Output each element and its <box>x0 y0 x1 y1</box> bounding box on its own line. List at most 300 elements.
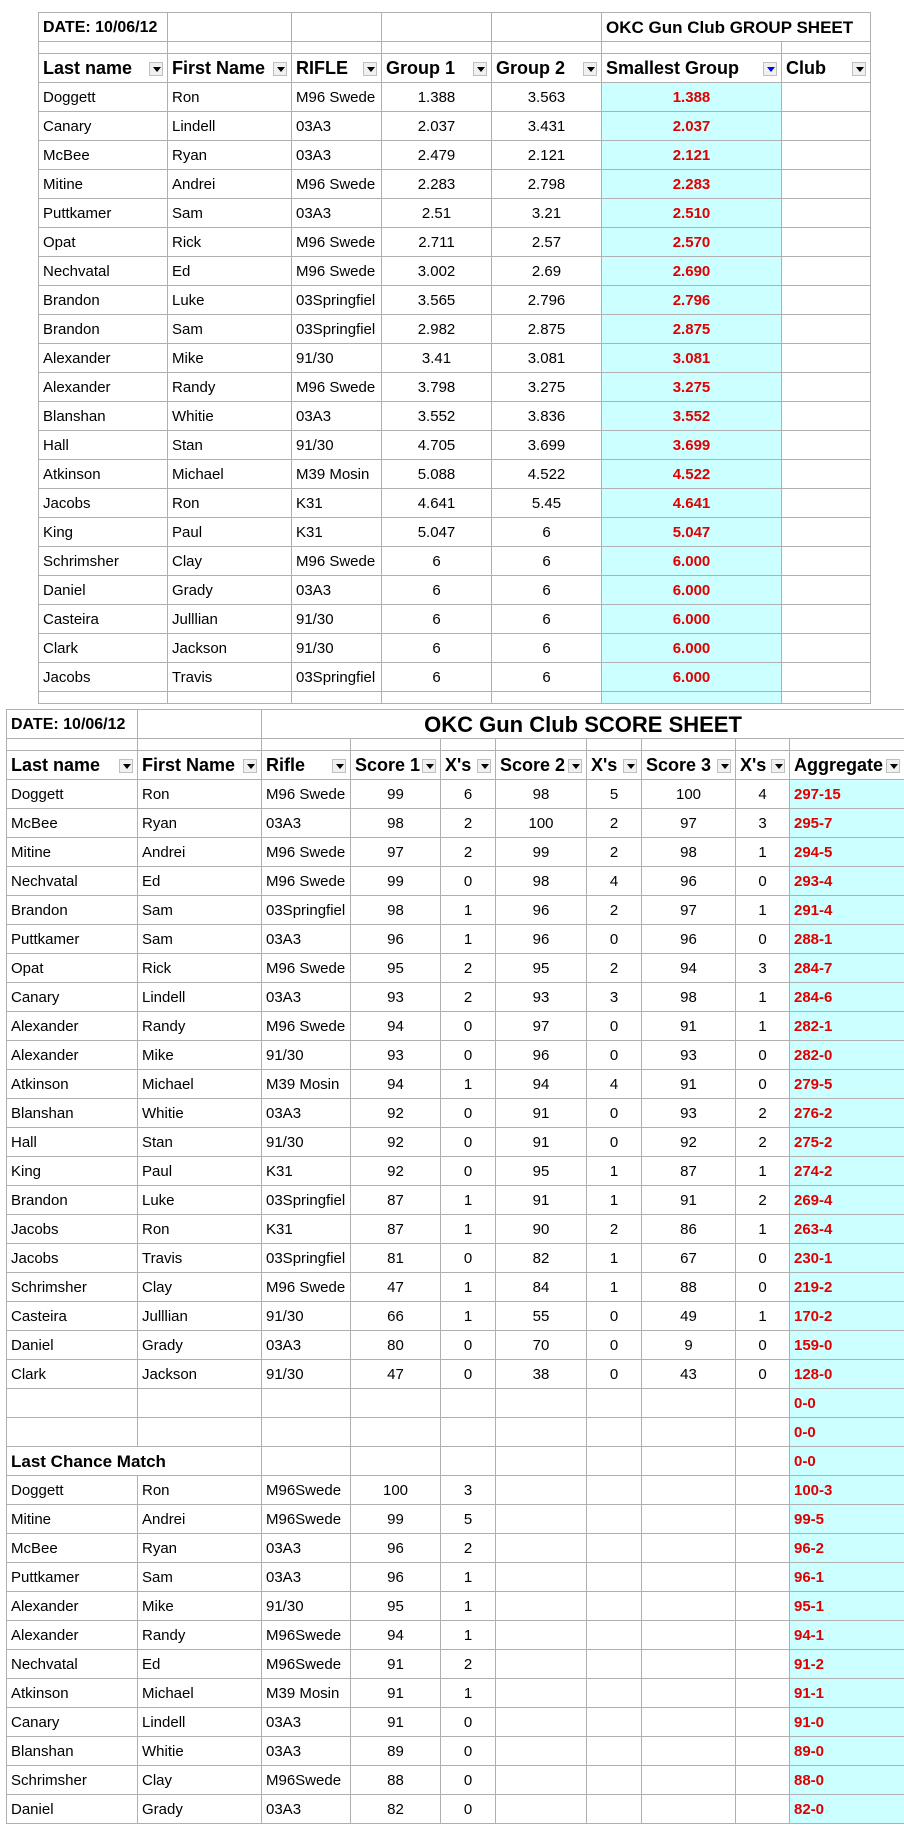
group-cell[interactable]: Jacobs <box>39 663 168 692</box>
score-cell[interactable] <box>587 1708 642 1737</box>
group-cell[interactable]: Sam <box>168 199 292 228</box>
score-cell[interactable]: 38 <box>496 1360 587 1389</box>
group-header-cell[interactable] <box>292 54 382 83</box>
group-cell[interactable]: 4.522 <box>602 460 782 489</box>
score-cell[interactable]: 91 <box>496 1128 587 1157</box>
group-cell[interactable]: 4.641 <box>382 489 492 518</box>
score-cell[interactable]: 2 <box>587 809 642 838</box>
score-cell[interactable]: 2 <box>441 954 496 983</box>
group-cell[interactable]: M96 Swede <box>292 547 382 576</box>
score-cell[interactable]: Canary <box>7 1708 138 1737</box>
group-cell[interactable]: 3.836 <box>492 402 602 431</box>
group-cell[interactable]: 5.45 <box>492 489 602 518</box>
group-cell[interactable]: 91/30 <box>292 344 382 373</box>
score-cell[interactable]: 0 <box>736 1070 790 1099</box>
group-cell[interactable]: Alexander <box>39 373 168 402</box>
score-cell[interactable]: 55 <box>496 1302 587 1331</box>
score-cell[interactable]: 93 <box>642 1099 736 1128</box>
group-cell[interactable]: Opat <box>39 228 168 257</box>
score-cell[interactable]: 91-1 <box>790 1679 904 1708</box>
group-header-cell[interactable] <box>39 54 168 83</box>
group-cell[interactable] <box>782 663 871 692</box>
group-cell[interactable]: 3.565 <box>382 286 492 315</box>
score-cell[interactable]: 47 <box>351 1360 441 1389</box>
score-cell[interactable]: Lindell <box>138 1708 262 1737</box>
score-cell[interactable] <box>642 1621 736 1650</box>
score-cell[interactable]: 263-4 <box>790 1215 904 1244</box>
group-cell[interactable]: 6.000 <box>602 547 782 576</box>
score-cell[interactable]: 99 <box>351 780 441 809</box>
score-cell[interactable]: 1 <box>587 1186 642 1215</box>
score-cell[interactable]: 88 <box>351 1766 441 1795</box>
score-cell[interactable] <box>736 1389 790 1418</box>
score-cell[interactable] <box>736 1766 790 1795</box>
score-cell[interactable] <box>736 1592 790 1621</box>
group-cell[interactable]: 2.690 <box>602 257 782 286</box>
group-cell[interactable]: 91/30 <box>292 431 382 460</box>
filter-dropdown-icon[interactable] <box>852 62 866 76</box>
group-cell[interactable]: M96 Swede <box>292 257 382 286</box>
group-cell[interactable]: 03Springfiel <box>292 315 382 344</box>
score-cell[interactable]: 88-0 <box>790 1766 904 1795</box>
score-cell[interactable]: 0 <box>441 1737 496 1766</box>
group-cell[interactable]: Mike <box>168 344 292 373</box>
group-cell[interactable]: 91/30 <box>292 634 382 663</box>
group-cell[interactable]: 5.047 <box>602 518 782 547</box>
group-cell[interactable]: King <box>39 518 168 547</box>
score-cell[interactable]: 284-7 <box>790 954 904 983</box>
score-cell[interactable]: 91 <box>351 1650 441 1679</box>
score-cell[interactable]: Ed <box>138 867 262 896</box>
score-cell[interactable]: 03A3 <box>262 1708 351 1737</box>
score-cell[interactable]: 2 <box>736 1128 790 1157</box>
score-cell[interactable]: 97 <box>351 838 441 867</box>
group-cell[interactable]: 03A3 <box>292 199 382 228</box>
group-cell[interactable]: Blanshan <box>39 402 168 431</box>
score-cell[interactable]: K31 <box>262 1215 351 1244</box>
filter-dropdown-icon[interactable] <box>623 759 637 773</box>
score-cell[interactable]: 0 <box>587 1012 642 1041</box>
score-cell[interactable]: Brandon <box>7 1186 138 1215</box>
score-cell[interactable] <box>736 1795 790 1824</box>
group-cell[interactable]: 3.798 <box>382 373 492 402</box>
score-cell[interactable]: 49 <box>642 1302 736 1331</box>
score-cell[interactable] <box>587 1505 642 1534</box>
group-cell[interactable]: 2.510 <box>602 199 782 228</box>
score-cell[interactable]: Nechvatal <box>7 1650 138 1679</box>
score-cell[interactable]: Grady <box>138 1331 262 1360</box>
score-cell[interactable]: Blanshan <box>7 1099 138 1128</box>
group-cell[interactable] <box>782 402 871 431</box>
group-cell[interactable]: 2.798 <box>492 170 602 199</box>
group-cell[interactable]: 2.982 <box>382 315 492 344</box>
score-cell[interactable] <box>642 1795 736 1824</box>
score-cell[interactable]: M96 Swede <box>262 867 351 896</box>
score-cell[interactable]: Doggett <box>7 780 138 809</box>
group-cell[interactable] <box>782 199 871 228</box>
score-cell[interactable]: 03Springfiel <box>262 1244 351 1273</box>
score-cell[interactable]: 1 <box>441 1592 496 1621</box>
score-cell[interactable] <box>138 1389 262 1418</box>
score-cell[interactable]: 98 <box>496 867 587 896</box>
group-cell[interactable]: 03Springfiel <box>292 286 382 315</box>
score-cell[interactable]: 2 <box>736 1099 790 1128</box>
score-cell[interactable]: Opat <box>7 954 138 983</box>
score-cell[interactable] <box>587 1621 642 1650</box>
score-cell[interactable]: 96-2 <box>790 1534 904 1563</box>
score-cell[interactable]: 0 <box>441 1244 496 1273</box>
group-cell[interactable]: 6 <box>492 547 602 576</box>
score-cell[interactable] <box>587 1476 642 1505</box>
score-cell[interactable] <box>496 1621 587 1650</box>
score-header-cell[interactable] <box>351 751 441 780</box>
score-cell[interactable]: 0 <box>441 1360 496 1389</box>
score-header-cell[interactable] <box>496 751 587 780</box>
filter-dropdown-icon[interactable] <box>119 759 133 773</box>
group-cell[interactable]: Clay <box>168 547 292 576</box>
group-cell[interactable]: 6 <box>382 547 492 576</box>
score-cell[interactable]: Casteira <box>7 1302 138 1331</box>
score-cell[interactable]: Brandon <box>7 896 138 925</box>
group-cell[interactable]: 2.283 <box>382 170 492 199</box>
score-cell[interactable]: Lindell <box>138 983 262 1012</box>
score-cell[interactable]: 1 <box>441 1302 496 1331</box>
score-cell[interactable]: 0 <box>441 1012 496 1041</box>
score-cell[interactable] <box>496 1418 587 1447</box>
score-cell[interactable]: Randy <box>138 1621 262 1650</box>
score-cell[interactable]: 03A3 <box>262 983 351 1012</box>
score-cell[interactable]: Randy <box>138 1012 262 1041</box>
score-cell[interactable]: M39 Mosin <box>262 1679 351 1708</box>
score-cell[interactable]: 230-1 <box>790 1244 904 1273</box>
group-cell[interactable]: 1.388 <box>382 83 492 112</box>
score-cell[interactable]: 95 <box>351 1592 441 1621</box>
score-cell[interactable]: Alexander <box>7 1012 138 1041</box>
group-cell[interactable]: 2.875 <box>602 315 782 344</box>
score-cell[interactable]: 99-5 <box>790 1505 904 1534</box>
score-cell[interactable]: Ryan <box>138 1534 262 1563</box>
score-cell[interactable]: King <box>7 1157 138 1186</box>
score-cell[interactable]: 96 <box>496 1041 587 1070</box>
score-cell[interactable] <box>736 1418 790 1447</box>
score-cell[interactable]: 288-1 <box>790 925 904 954</box>
group-cell[interactable]: 2.037 <box>382 112 492 141</box>
score-cell[interactable]: 1 <box>736 1012 790 1041</box>
group-cell[interactable]: Travis <box>168 663 292 692</box>
score-cell[interactable]: 3 <box>441 1476 496 1505</box>
score-cell[interactable]: 94-1 <box>790 1621 904 1650</box>
score-cell[interactable]: Daniel <box>7 1331 138 1360</box>
score-cell[interactable]: 0 <box>736 1244 790 1273</box>
group-cell[interactable] <box>782 83 871 112</box>
score-cell[interactable] <box>496 1679 587 1708</box>
score-cell[interactable]: 97 <box>642 896 736 925</box>
score-cell[interactable]: 1 <box>736 1157 790 1186</box>
group-cell[interactable]: 6.000 <box>602 663 782 692</box>
group-cell[interactable]: Nechvatal <box>39 257 168 286</box>
group-header-cell[interactable] <box>492 54 602 83</box>
group-cell[interactable]: Atkinson <box>39 460 168 489</box>
group-cell[interactable]: 2.037 <box>602 112 782 141</box>
score-cell[interactable]: 2 <box>441 809 496 838</box>
score-cell[interactable]: M96 Swede <box>262 954 351 983</box>
group-cell[interactable]: Mitine <box>39 170 168 199</box>
score-cell[interactable]: 0-0 <box>790 1389 904 1418</box>
group-cell[interactable]: 6 <box>382 634 492 663</box>
score-cell[interactable]: 0 <box>441 1708 496 1737</box>
score-cell[interactable]: Michael <box>138 1679 262 1708</box>
score-cell[interactable] <box>642 1679 736 1708</box>
score-cell[interactable]: 100 <box>496 809 587 838</box>
group-cell[interactable]: 6 <box>492 576 602 605</box>
score-header-cell[interactable] <box>790 751 904 780</box>
score-cell[interactable]: 89 <box>351 1737 441 1766</box>
score-cell[interactable]: 03A3 <box>262 1534 351 1563</box>
score-cell[interactable] <box>587 1795 642 1824</box>
score-cell[interactable]: 96-1 <box>790 1563 904 1592</box>
score-cell[interactable]: 0 <box>441 1157 496 1186</box>
group-cell[interactable]: 5.047 <box>382 518 492 547</box>
score-cell[interactable]: 0 <box>441 1099 496 1128</box>
score-cell[interactable] <box>496 1505 587 1534</box>
score-cell[interactable] <box>736 1679 790 1708</box>
group-cell[interactable]: 2.121 <box>492 141 602 170</box>
score-cell[interactable] <box>736 1621 790 1650</box>
score-cell[interactable]: 87 <box>351 1215 441 1244</box>
group-cell[interactable]: M96 Swede <box>292 373 382 402</box>
group-cell[interactable]: Ryan <box>168 141 292 170</box>
score-cell[interactable]: 0 <box>587 1331 642 1360</box>
score-cell[interactable]: Ryan <box>138 809 262 838</box>
score-cell[interactable]: 0 <box>736 1331 790 1360</box>
group-header-cell[interactable] <box>382 54 492 83</box>
group-cell[interactable]: Brandon <box>39 286 168 315</box>
score-cell[interactable] <box>138 1418 262 1447</box>
group-cell[interactable]: Whitie <box>168 402 292 431</box>
score-cell[interactable]: 159-0 <box>790 1331 904 1360</box>
score-cell[interactable]: 3 <box>736 809 790 838</box>
score-cell[interactable]: 91 <box>642 1070 736 1099</box>
score-cell[interactable]: 82 <box>351 1795 441 1824</box>
score-cell[interactable] <box>587 1737 642 1766</box>
score-cell[interactable]: 1 <box>441 925 496 954</box>
score-cell[interactable]: 98 <box>642 838 736 867</box>
score-cell[interactable]: 2 <box>441 1534 496 1563</box>
score-cell[interactable]: 5 <box>587 780 642 809</box>
group-header-cell[interactable] <box>782 54 871 83</box>
score-cell[interactable]: 9 <box>642 1331 736 1360</box>
group-cell[interactable] <box>782 489 871 518</box>
group-cell[interactable]: 3.552 <box>382 402 492 431</box>
score-cell[interactable]: 03A3 <box>262 1331 351 1360</box>
group-cell[interactable]: 6 <box>382 663 492 692</box>
score-cell[interactable]: 03A3 <box>262 925 351 954</box>
score-cell[interactable]: Mitine <box>7 838 138 867</box>
score-cell[interactable]: 0 <box>736 1273 790 1302</box>
score-cell[interactable]: Michael <box>138 1070 262 1099</box>
group-cell[interactable]: 2.570 <box>602 228 782 257</box>
score-cell[interactable]: 4 <box>736 780 790 809</box>
group-cell[interactable]: 2.479 <box>382 141 492 170</box>
group-cell[interactable]: 6.000 <box>602 634 782 663</box>
score-cell[interactable]: 84 <box>496 1273 587 1302</box>
score-cell[interactable]: 91/30 <box>262 1360 351 1389</box>
group-cell[interactable]: 2.57 <box>492 228 602 257</box>
score-cell[interactable]: 0 <box>441 1795 496 1824</box>
score-cell[interactable] <box>587 1534 642 1563</box>
score-cell[interactable]: 92 <box>351 1157 441 1186</box>
score-cell[interactable] <box>642 1650 736 1679</box>
score-cell[interactable]: 86 <box>642 1215 736 1244</box>
score-cell[interactable] <box>736 1737 790 1766</box>
score-cell[interactable]: 91-0 <box>790 1708 904 1737</box>
group-cell[interactable]: 03A3 <box>292 112 382 141</box>
score-cell[interactable]: 1 <box>441 896 496 925</box>
score-cell[interactable]: 91 <box>351 1708 441 1737</box>
score-cell[interactable]: 92 <box>642 1128 736 1157</box>
score-cell[interactable] <box>496 1737 587 1766</box>
score-cell[interactable] <box>642 1708 736 1737</box>
group-cell[interactable] <box>782 460 871 489</box>
group-cell[interactable] <box>782 112 871 141</box>
last-chance-title-aggregate[interactable]: 0-0 <box>790 1447 904 1476</box>
score-cell[interactable]: 1 <box>736 896 790 925</box>
score-cell[interactable] <box>587 1766 642 1795</box>
score-cell[interactable] <box>736 1650 790 1679</box>
group-cell[interactable]: 03A3 <box>292 576 382 605</box>
score-cell[interactable]: 297-15 <box>790 780 904 809</box>
group-cell[interactable]: 2.283 <box>602 170 782 199</box>
score-cell[interactable]: Daniel <box>7 1795 138 1824</box>
score-cell[interactable]: Rick <box>138 954 262 983</box>
group-cell[interactable]: 6 <box>382 605 492 634</box>
score-cell[interactable] <box>642 1737 736 1766</box>
group-cell[interactable]: 3.699 <box>492 431 602 460</box>
score-cell[interactable]: Clark <box>7 1360 138 1389</box>
group-cell[interactable]: 2.875 <box>492 315 602 344</box>
group-cell[interactable]: Brandon <box>39 315 168 344</box>
score-cell[interactable]: 1 <box>587 1157 642 1186</box>
group-cell[interactable]: 2.711 <box>382 228 492 257</box>
score-cell[interactable]: Canary <box>7 983 138 1012</box>
score-cell[interactable] <box>351 1418 441 1447</box>
score-cell[interactable]: K31 <box>262 1157 351 1186</box>
group-cell[interactable]: 6 <box>492 663 602 692</box>
filter-dropdown-icon[interactable] <box>583 62 597 76</box>
score-cell[interactable] <box>496 1389 587 1418</box>
group-cell[interactable]: Clark <box>39 634 168 663</box>
score-cell[interactable] <box>642 1592 736 1621</box>
score-cell[interactable]: McBee <box>7 1534 138 1563</box>
group-cell[interactable] <box>782 344 871 373</box>
score-cell[interactable]: 03Springfiel <box>262 896 351 925</box>
score-cell[interactable]: 82 <box>496 1244 587 1273</box>
score-cell[interactable]: 100-3 <box>790 1476 904 1505</box>
group-cell[interactable]: Puttkamer <box>39 199 168 228</box>
score-cell[interactable]: Sam <box>138 1563 262 1592</box>
score-cell[interactable]: Puttkamer <box>7 1563 138 1592</box>
score-cell[interactable] <box>642 1563 736 1592</box>
group-cell[interactable]: 2.796 <box>602 286 782 315</box>
filter-dropdown-icon[interactable] <box>886 759 900 773</box>
group-cell[interactable] <box>782 518 871 547</box>
score-cell[interactable]: Schrimsher <box>7 1766 138 1795</box>
group-cell[interactable]: 2.69 <box>492 257 602 286</box>
score-cell[interactable]: Puttkamer <box>7 925 138 954</box>
score-cell[interactable]: M96Swede <box>262 1621 351 1650</box>
score-cell[interactable]: 99 <box>351 867 441 896</box>
score-cell[interactable]: Doggett <box>7 1476 138 1505</box>
score-cell[interactable]: 91/30 <box>262 1041 351 1070</box>
filter-dropdown-icon[interactable] <box>363 62 377 76</box>
score-header-cell[interactable] <box>642 751 736 780</box>
score-cell[interactable] <box>587 1650 642 1679</box>
score-cell[interactable]: Stan <box>138 1128 262 1157</box>
filter-dropdown-icon[interactable] <box>473 62 487 76</box>
group-cell[interactable]: 2.796 <box>492 286 602 315</box>
score-cell[interactable]: 0 <box>736 867 790 896</box>
group-cell[interactable]: 3.081 <box>602 344 782 373</box>
group-cell[interactable]: Stan <box>168 431 292 460</box>
score-cell[interactable]: 2 <box>441 983 496 1012</box>
score-header-cell[interactable] <box>7 751 138 780</box>
group-cell[interactable]: Paul <box>168 518 292 547</box>
filter-dropdown-icon[interactable] <box>771 759 785 773</box>
group-header-cell[interactable] <box>602 54 782 83</box>
group-cell[interactable]: 4.641 <box>602 489 782 518</box>
score-cell[interactable]: Travis <box>138 1244 262 1273</box>
score-cell[interactable]: 0 <box>441 1331 496 1360</box>
score-cell[interactable]: 4 <box>587 867 642 896</box>
score-cell[interactable]: 03A3 <box>262 809 351 838</box>
score-cell[interactable]: 5 <box>441 1505 496 1534</box>
score-cell[interactable] <box>496 1708 587 1737</box>
filter-dropdown-icon[interactable] <box>717 759 731 773</box>
group-cell[interactable]: M96 Swede <box>292 228 382 257</box>
score-cell[interactable] <box>642 1505 736 1534</box>
group-cell[interactable]: 2.121 <box>602 141 782 170</box>
score-cell[interactable] <box>441 1418 496 1447</box>
score-cell[interactable]: 1 <box>736 983 790 1012</box>
score-cell[interactable] <box>441 1389 496 1418</box>
score-cell[interactable]: 03A3 <box>262 1099 351 1128</box>
score-cell[interactable]: 96 <box>496 896 587 925</box>
group-cell[interactable]: Jackson <box>168 634 292 663</box>
score-cell[interactable]: 4 <box>587 1070 642 1099</box>
score-cell[interactable]: Mike <box>138 1041 262 1070</box>
score-cell[interactable]: 1 <box>736 838 790 867</box>
group-cell[interactable] <box>782 373 871 402</box>
score-cell[interactable]: 0 <box>587 1041 642 1070</box>
score-cell[interactable]: 100 <box>351 1476 441 1505</box>
group-cell[interactable]: K31 <box>292 518 382 547</box>
score-cell[interactable]: Sam <box>138 925 262 954</box>
group-cell[interactable]: 6.000 <box>602 576 782 605</box>
score-cell[interactable] <box>587 1418 642 1447</box>
score-cell[interactable]: 294-5 <box>790 838 904 867</box>
score-cell[interactable] <box>587 1563 642 1592</box>
filter-dropdown-icon[interactable] <box>273 62 287 76</box>
score-cell[interactable]: 1 <box>441 1215 496 1244</box>
score-cell[interactable]: Ron <box>138 1215 262 1244</box>
score-cell[interactable]: 94 <box>351 1012 441 1041</box>
score-cell[interactable]: 0 <box>736 1360 790 1389</box>
score-cell[interactable] <box>496 1766 587 1795</box>
score-cell[interactable] <box>587 1679 642 1708</box>
score-cell[interactable]: Jacobs <box>7 1244 138 1273</box>
score-cell[interactable] <box>496 1563 587 1592</box>
score-cell[interactable]: 276-2 <box>790 1099 904 1128</box>
